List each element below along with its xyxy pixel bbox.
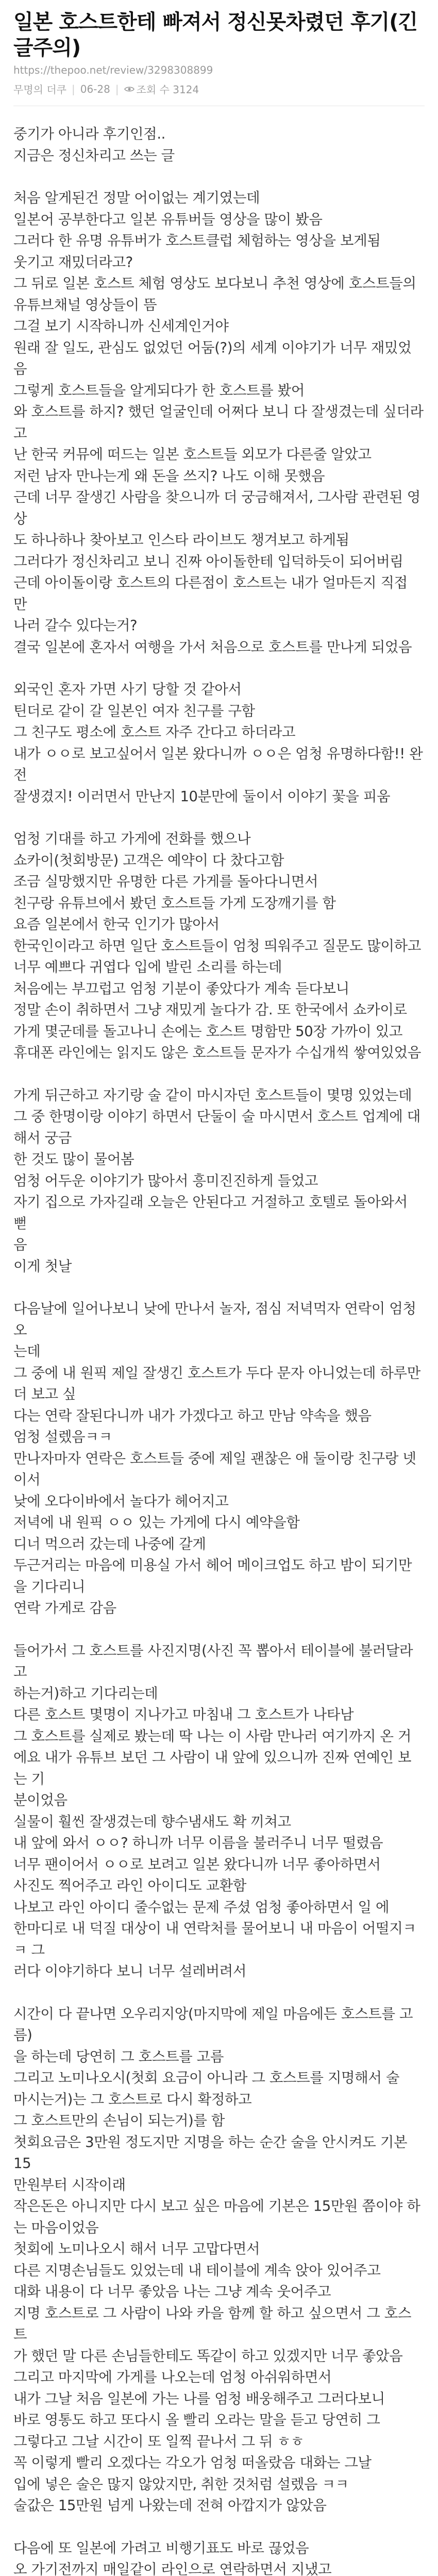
paragraph: 다음에 또 일본에 가려고 비행기표도 바로 끊었음 오 가기전까지 매일같이 라인으로 연락하면서 지냈고 <box>13 2539 332 2576</box>
paragraph: 처음 알게된건 정말 어이없는 계기였는데 일본어 공부한다고 일본 유튜버들 영상을 많이 봤음 그러다 한 유명 유튜버가 호스트클럽 체험하는 영상을 보게됨 웃기고 재밌더라고? 그 뒤로 일본 호스트 체험 영상도 보다보니 추천 영상에 호스트들의 유튜브채널 영상들이 뜸 그걸 보기 시작하니까 신세계인거야 원래 잘 일도, 관심도 없었던 어둠(?)의 세계 이야기가 너무 재밌었음 그렇게 호스트들을 알게되다가 한 호스트를 봤어 와 호스트를 하지? 했던 얼굴인데 어쩌다 보니 다 잘생겼는데 싶더라고 난 한국 커뮤에 떠드는 일본 호스트들 외모가 다른줄 알았고 저런 남자 만나는게 왜 돈을 쓰지? 나도 이해 못했음 근데 너무 잘생긴 사람을 찾으니까 더 궁금해져서, 그사람 관련된 영상 도 하나하나 찾아보고 인스타 라이브도 챙겨보고 하게됨 그러다가 정신차리고 보니 진짜 아이돌한테 입덕하듯이 되어버림 근데 아이돌이랑 호스트의 다른점이 호스트는 내가 얼마든지 직접 만 나러 갈수 있다는거? 결국 일본에 혼자서 여행을 가서 처음으로 호스트를 만나게 되었음 <box>13 190 424 655</box>
post-date: 06-28 <box>80 82 110 95</box>
view-count: 조회 수 3124 <box>136 83 199 96</box>
paragraph: 다음날에 일어나보니 낮에 만나서 놀자, 점심 저녁먹자 연락이 엄청 오 는데 그 중에 내 원픽 제일 잘생긴 호스트가 두다 문자 아니었는데 하루만 더 보고 싶 다는 연락 잘된다니까 내가 가겠다고 하고 만남 약속을 했음 엄청 설렜음ㅋㅋ 만나자마자 연락은 호스트들 중에 제일 괜찮은 애 둘이랑 친구랑 넷이서 낮에 오다이바에서 놀다가 헤어지고 저녁에 내 원픽 ㅇㅇ 있는 가게에 다시 예약을함 디너 먹으러 갔는데 나중에 갈게 두근거리는 마음에 미용실 가서 헤어 메이크업도 하고 밤이 되기만을 기다리니 연락 가게로 감음 <box>13 1300 420 1616</box>
post-meta <box>13 81 425 96</box>
meta-separator: | <box>71 82 75 95</box>
post-header <box>13 0 425 96</box>
post-title: 일본 호스트한테 빠져서 정신못차렸던 후기(긴글주의) <box>13 10 418 60</box>
paragraph: 가게 뒤근하고 자기랑 술 같이 마시자던 호스트들이 몇명 있었는데 그 중 한명이랑 이야기 하면서 단둘이 술 마시면서 호스트 업계에 대해서 궁금 한 것도 많이 물어봄 엄청 어두운 이야기가 많아서 흥미진진하게 들었고 자기 집으로 가자길래 오늘은 안된다고 거절하고 호텔로 돌아와서 뻗 음 이게 첫날 <box>13 1087 420 1275</box>
paragraph: 중기가 아니라 후기인점.. 지금은 정신차리고 쓰는 글 <box>13 126 175 164</box>
paragraph: 시간이 다 끝나면 오우리지앙(마지막에 제일 마음에든 호스트를 고름) 을 하는데 당연히 그 호스트를 고름 그리고 노미나오시(첫회 요금이 아니라 그 호스트를 지명해서 술 마시는거)는 그 호스트로 다시 확정하고 그 호스트만의 손님이 되는거)를 함 쳣회요금은 3만원 정도지만 지명을 하는 순간 술을 안시켜도 기본 15 만원부터 시작이래 작은돈은 아니지만 다시 보고 싶은 마음에 기본은 15만원 쯤이야 하 는 마음이었음 첫회에 노미나오시 해서 너무 고맙다면서 다른 지명손님들도 있었는데 내 테이블에 계속 앉아 있어주고 대화 내용이 다 너무 좋았음 나는 그냥 계속 웃어주고 지명 호스트로 그 사람이 나와 카을 함께 할 하고 싶으면서 그 호스트 가 했던 말 다른 손님들한테도 똑같이 하고 있겠지만 너무 좋았음 그리고 마지막에 가게를 나오는데 엄청 아쉬워하면서 내가 그날 처음 일본에 가는 나를 엄청 배웅해주고 그러다보니 바로 영통도 하고 또다시 올 빨리 오라는 말을 듣고 당연히 그 그렇다고 그날 시간이 또 일찍 끝나서 그 뒤 ㅎㅎ 꼭 이렇게 빨리 오겠다는 각오가 엄청 떠올랐음 대화는 그날 입에 넣은 술은 많지 않았지만, 취한 것처럼 설렜음 ㅋㅋ 술값은 15만원 넘게 나왔는데 전혀 아깝지가 않았음 <box>13 2005 420 2514</box>
post-url[interactable]: https://thepoo.net/review/3298308899 <box>13 64 213 76</box>
paragraph: 들어가서 그 호스트를 사진지명(사진 꼭 뽑아서 테이블에 불러달라고 하는거)하고 기다리는데 다른 호스트 몇명이 지나가고 마침내 그 호스트가 나타남 그 호스트를 실제로 봤는데 딱 나는 이 사람 만나러 여기까지 온 거 에요 내가 유튜브 보던 그 사람이 내 앞에 있으니까 진짜 연예인 보는 기 분이었음 실물이 훨씬 잘생겼는데 향수냄새도 확 끼쳐고 내 앞에 와서 ㅇㅇ? 하니까 너무 이름을 불러주니 너무 떨렸음 너무 팬이어서 ㅇㅇ로 보려고 일본 왔다니까 너무 좋아하면서 사진도 찍어주고 라인 아이디도 교환함 나보고 라인 아이디 줄수없는 문제 주셨 엄청 좋아하면서 일 에 한마디로 내 덕질 대상이 내 연락처를 물어보니 내 마음이 어떨지ㅋㅋ 그 러다 이야기하다 보니 너무 설레버려서 <box>13 1642 416 1979</box>
paragraph: 외국인 혼자 가면 사기 당할 것 같아서 틴더로 같이 갈 일본인 여자 친구를 구함 그 친구도 평소에 호스트 자주 간다고 하더라고 내가 ㅇㅇ로 보고싶어서 일본 왔다니까 ㅇㅇ은 엄청 유명하다함!! 완전 잘생겼지! 이러면서 만난지 10분만에 둘이서 이야기 꽃을 피움 <box>13 681 423 805</box>
post-author[interactable]: 무명의 더쿠 <box>13 83 66 96</box>
paragraph: 엄청 기대를 하고 가게에 전화를 했으나 쇼카이(첫회방문) 고객은 예약이 다 찼다고함 조금 실망했지만 유명한 다른 가게를 돌아다니면서 친구랑 유튜브에서 봤던 호스트들 가게 도장깨기를 함 요즘 일본에서 한국 인기가 많아서 한국인이라고 하면 일단 호스트들이 엄청 띄워주고 질문도 많이하고 너무 예쁘다 귀엽다 입에 발린 소리를 하는데 처음에는 부끄럽고 엄청 기분이 좋았다가 계속 듣다보니 정말 손이 취하면서 그냥 재밌게 놀다가 감. 또 한국에서 쇼카이로 가게 몇군데를 돌고나니 손에는 호스트 명함만 50장 가까이 있고 휴대폰 라인에는 읽지도 않은 호스트들 문자가 수십개씩 쌓여있었음 <box>13 831 422 1061</box>
meta-separator: | <box>115 82 119 95</box>
post-body <box>13 124 425 2576</box>
eye-icon <box>124 86 134 93</box>
post-views <box>124 81 199 96</box>
